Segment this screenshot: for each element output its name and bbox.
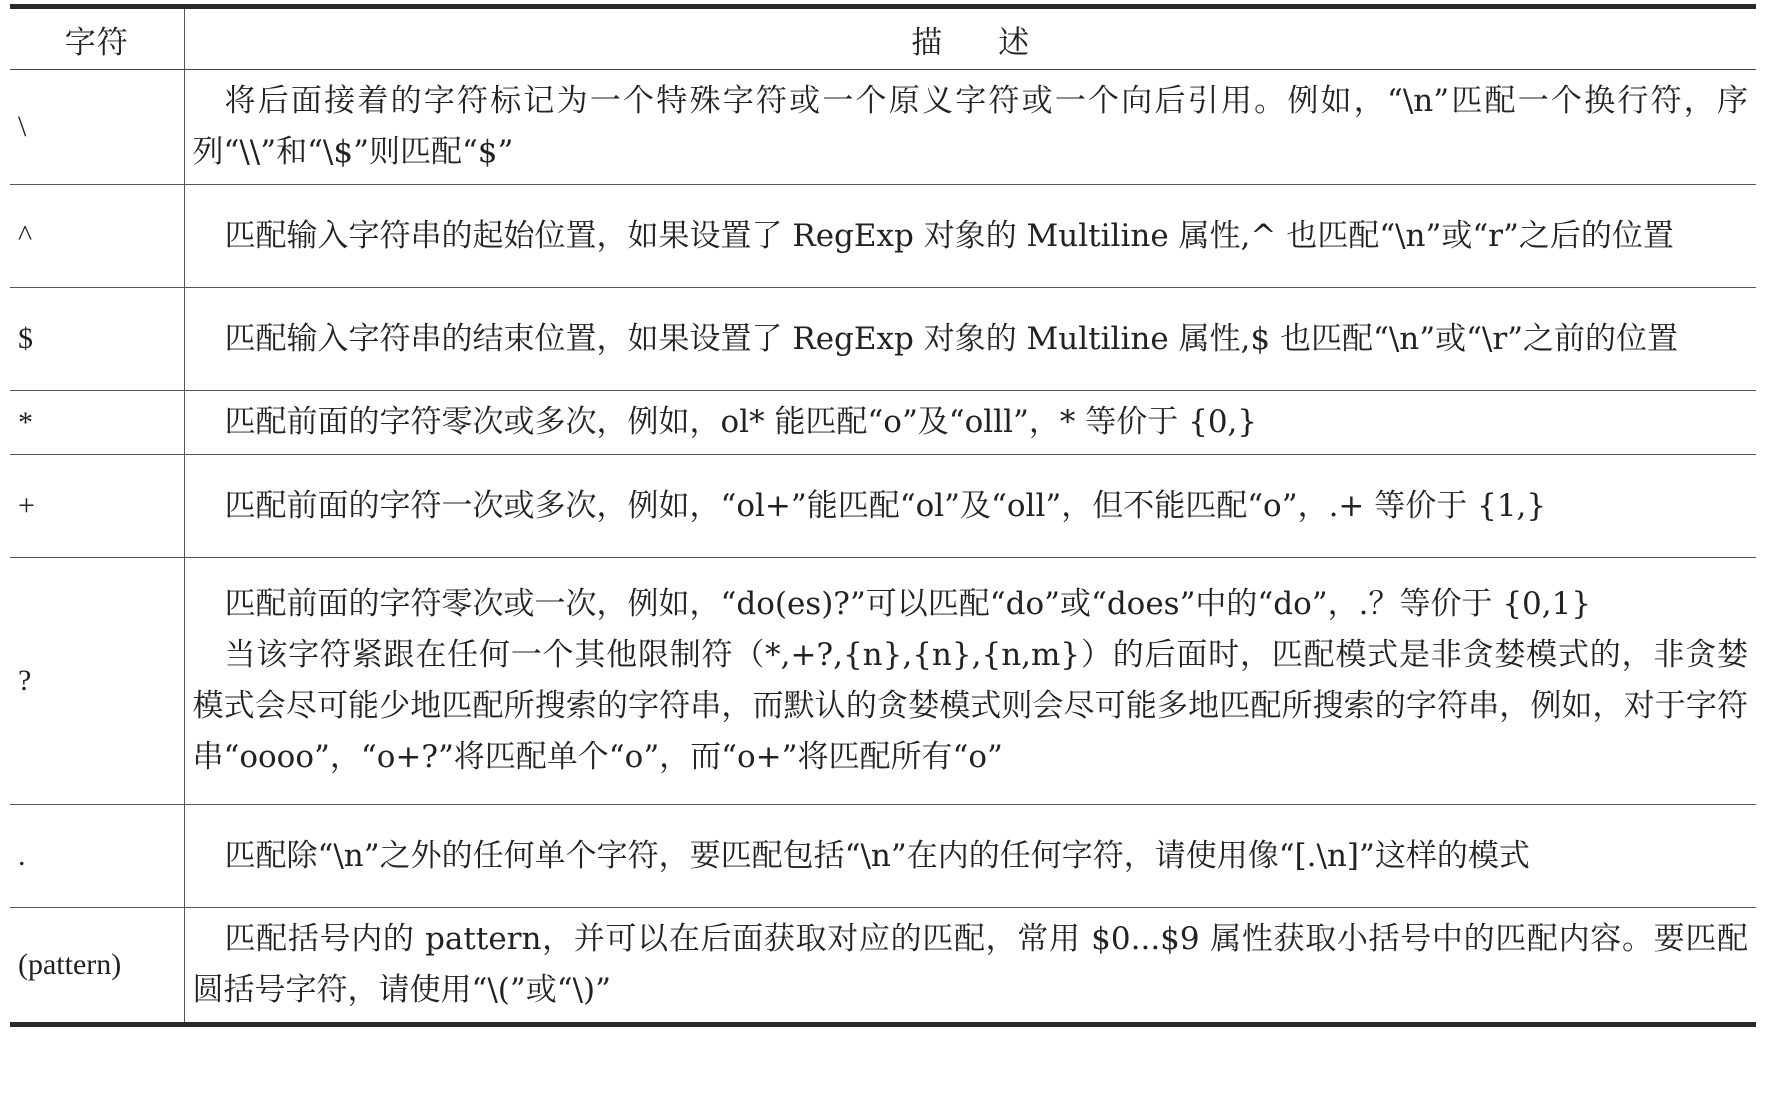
row-description [184,908,1756,1025]
row-symbol: $ [10,288,184,391]
row-description [184,805,1756,908]
row-description [184,288,1756,391]
description-paragraph: 匹配前面的字符一次或多次，例如，“ol+”能匹配“ol”及“oll”，但不能匹配“o”，.+ 等价于 {1,} [224,487,1547,524]
row-symbol: ^ [10,185,184,288]
header-description [184,7,1756,70]
row-description [184,455,1756,558]
description-paragraph: 匹配输入字符串的结束位置，如果设置了 RegExp 对象的 Multiline 属性,$ 也匹配“\n”或“\r”之前的位置 [224,320,1679,357]
table-row [10,185,1756,288]
regex-table [10,4,1756,1027]
row-symbol: + [10,455,184,558]
table-row [10,805,1756,908]
description-paragraph: 匹配除“\n”之外的任何单个字符，要匹配包括“\n”在内的任何字符，请使用像“[.\n]”这样的模式 [224,837,1530,874]
table-header-row [10,7,1756,70]
table-row [10,455,1756,558]
table-row [10,908,1756,1025]
header-symbol: 字符 [10,7,184,70]
row-symbol: (pattern) [10,908,184,1025]
description-paragraph: 匹配前面的字符零次或一次，例如，“do(es)?”可以匹配“do”或“does”中的“do”，.？等价于 {0,1} [224,586,1592,622]
table-row [10,558,1756,805]
table-row [10,391,1756,455]
description-paragraph: 将后面接着的字符标记为一个特殊字符或一个原义字符或一个向后引用。例如，“\n”匹配一个换行符，序列“\\”和“\$”则匹配“$” [192,83,1748,170]
table-row [10,70,1756,185]
row-symbol: * [10,391,184,455]
row-symbol: . [10,805,184,908]
description-paragraph: 匹配输入字符串的起始位置，如果设置了 RegExp 对象的 Multiline 属性,^ 也匹配“\n”或“r”之后的位置 [224,217,1674,254]
header-description-text: 描述 [911,24,1086,61]
row-description [184,558,1756,805]
description-paragraph: 匹配前面的字符零次或多次，例如，ol* 能匹配“o”及“olll”，* 等价于 {0,} [224,404,1258,440]
row-symbol: \ [10,70,184,185]
table-row [10,288,1756,391]
row-description [184,185,1756,288]
row-description [184,391,1756,455]
description-paragraph: 当该字符紧跟在任何一个其他限制符（*,+?,{n},{n},{n,m}）的后面时，匹配模式是非贪婪模式的，非贪婪模式会尽可能少地匹配所搜索的字符串，而默认的贪婪模式则会尽可能多地匹配所搜索的字符串，例如，对于字符串“oooo”，“o+?”将匹配单个“o”，而“o+”将匹配所有“o” [192,637,1748,775]
row-description [184,70,1756,185]
description-paragraph: 匹配括号内的 pattern，并可以在后面获取对应的匹配，常用 $0...$9 属性获取小括号中的匹配内容。要匹配圆括号字符，请使用“\(”或“\)” [192,921,1748,1008]
row-symbol: ? [10,558,184,805]
